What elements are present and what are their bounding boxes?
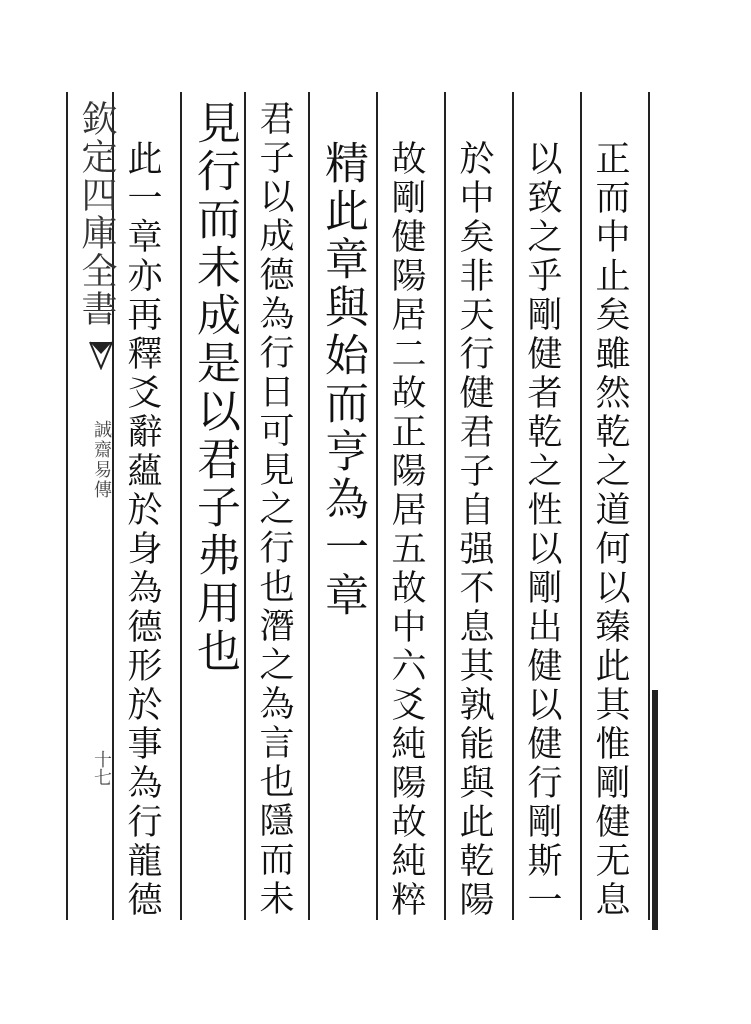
- page-edge-thick: [652, 690, 658, 930]
- text-column-3: 於中矣非天行健君子自强不息其孰能與此乾陽: [454, 140, 494, 920]
- text-column-4: 故剛健陽居二故正陽居五故中六爻純陽故純粹: [386, 140, 426, 920]
- text-column-2: 以致之乎剛健者乾之性以剛出健以健行剛斯一: [522, 140, 562, 920]
- folio-number: 十七: [91, 750, 112, 786]
- margin-subtitle: 誠齋易傳: [91, 420, 112, 500]
- column-rule: [376, 92, 378, 920]
- text-column-5: 精此章與始而亨為一章: [317, 140, 368, 620]
- column-rule: [308, 92, 310, 920]
- text-column-1: 正而中止矣雖然乾之道何以臻此其惟剛健无息: [590, 140, 630, 920]
- text-column-7: 見行而未成是以君子弗用也: [189, 100, 240, 676]
- fish-tail-mark-icon: [88, 340, 114, 370]
- column-rule: [648, 92, 650, 920]
- text-column-6: 君子以成德為行日可見之行也潛之為言也隱而未: [254, 100, 294, 919]
- column-rule: [180, 92, 182, 920]
- margin-border-left: [66, 92, 68, 920]
- column-rule: [444, 92, 446, 920]
- column-rule: [580, 92, 582, 920]
- column-rule: [244, 92, 246, 920]
- column-rule: [512, 92, 514, 920]
- margin-title: 欽定四庫全書: [76, 100, 117, 328]
- text-column-8: 此一章亦再釋爻辭蘊於身為德形於事為行龍德: [122, 140, 162, 920]
